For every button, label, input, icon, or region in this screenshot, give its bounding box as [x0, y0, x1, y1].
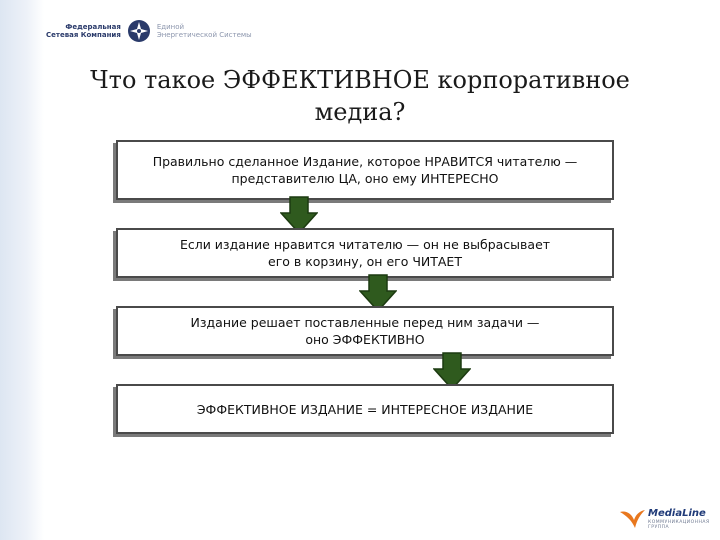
company-logo [46, 18, 252, 44]
medialine-brand-name: MediaLine [648, 508, 706, 519]
medialine-logo [618, 504, 710, 534]
logo-left-text [46, 23, 121, 39]
logo-left-line2: Сетевая Компания [46, 31, 121, 39]
flow-box-4-line1: ЭФФЕКТИВНОЕ ИЗДАНИЕ = ИНТЕРЕСНОЕ ИЗДАНИЕ [196, 401, 534, 417]
flow-box-2 [116, 228, 614, 278]
flow-box-1-line2: представителю ЦА, оно ему ИНТЕРЕСНО [231, 171, 499, 186]
flow-box-3 [116, 306, 614, 356]
flow-box-3-line1: Издание решает поставленные перед ним задачи — [190, 315, 540, 330]
medialine-tagline: КОММУНИКАЦИОННАЯ ГРУППА [648, 520, 710, 530]
flow-box-1-line1: Правильно сделанное Издание, которое НРАВИТСЯ читателю — [152, 154, 578, 169]
star-emblem-icon [127, 19, 151, 43]
title-line1: Что такое ЭФФЕКТИВНОЕ корпоративное [90, 66, 630, 94]
logo-right-text [157, 23, 252, 39]
title-line2: медиа? [314, 98, 406, 126]
flow-box-3-line2: оно ЭФФЕКТИВНО [305, 332, 425, 347]
page-title [0, 64, 720, 128]
flow-box-1 [116, 140, 614, 200]
flow-box-2-line2: его в корзину, он его ЧИТАЕТ [268, 254, 462, 269]
logo-left-line1: Федеральная [65, 23, 121, 31]
logo-right-line2: Энергетической Системы [156, 31, 252, 39]
flow-box-4 [116, 384, 614, 434]
logo-right-line1: Единой [156, 23, 185, 31]
flow-box-2-line1: Если издание нравится читателю — он не выбрасывает [179, 237, 551, 252]
medialine-bird-icon [618, 506, 646, 532]
